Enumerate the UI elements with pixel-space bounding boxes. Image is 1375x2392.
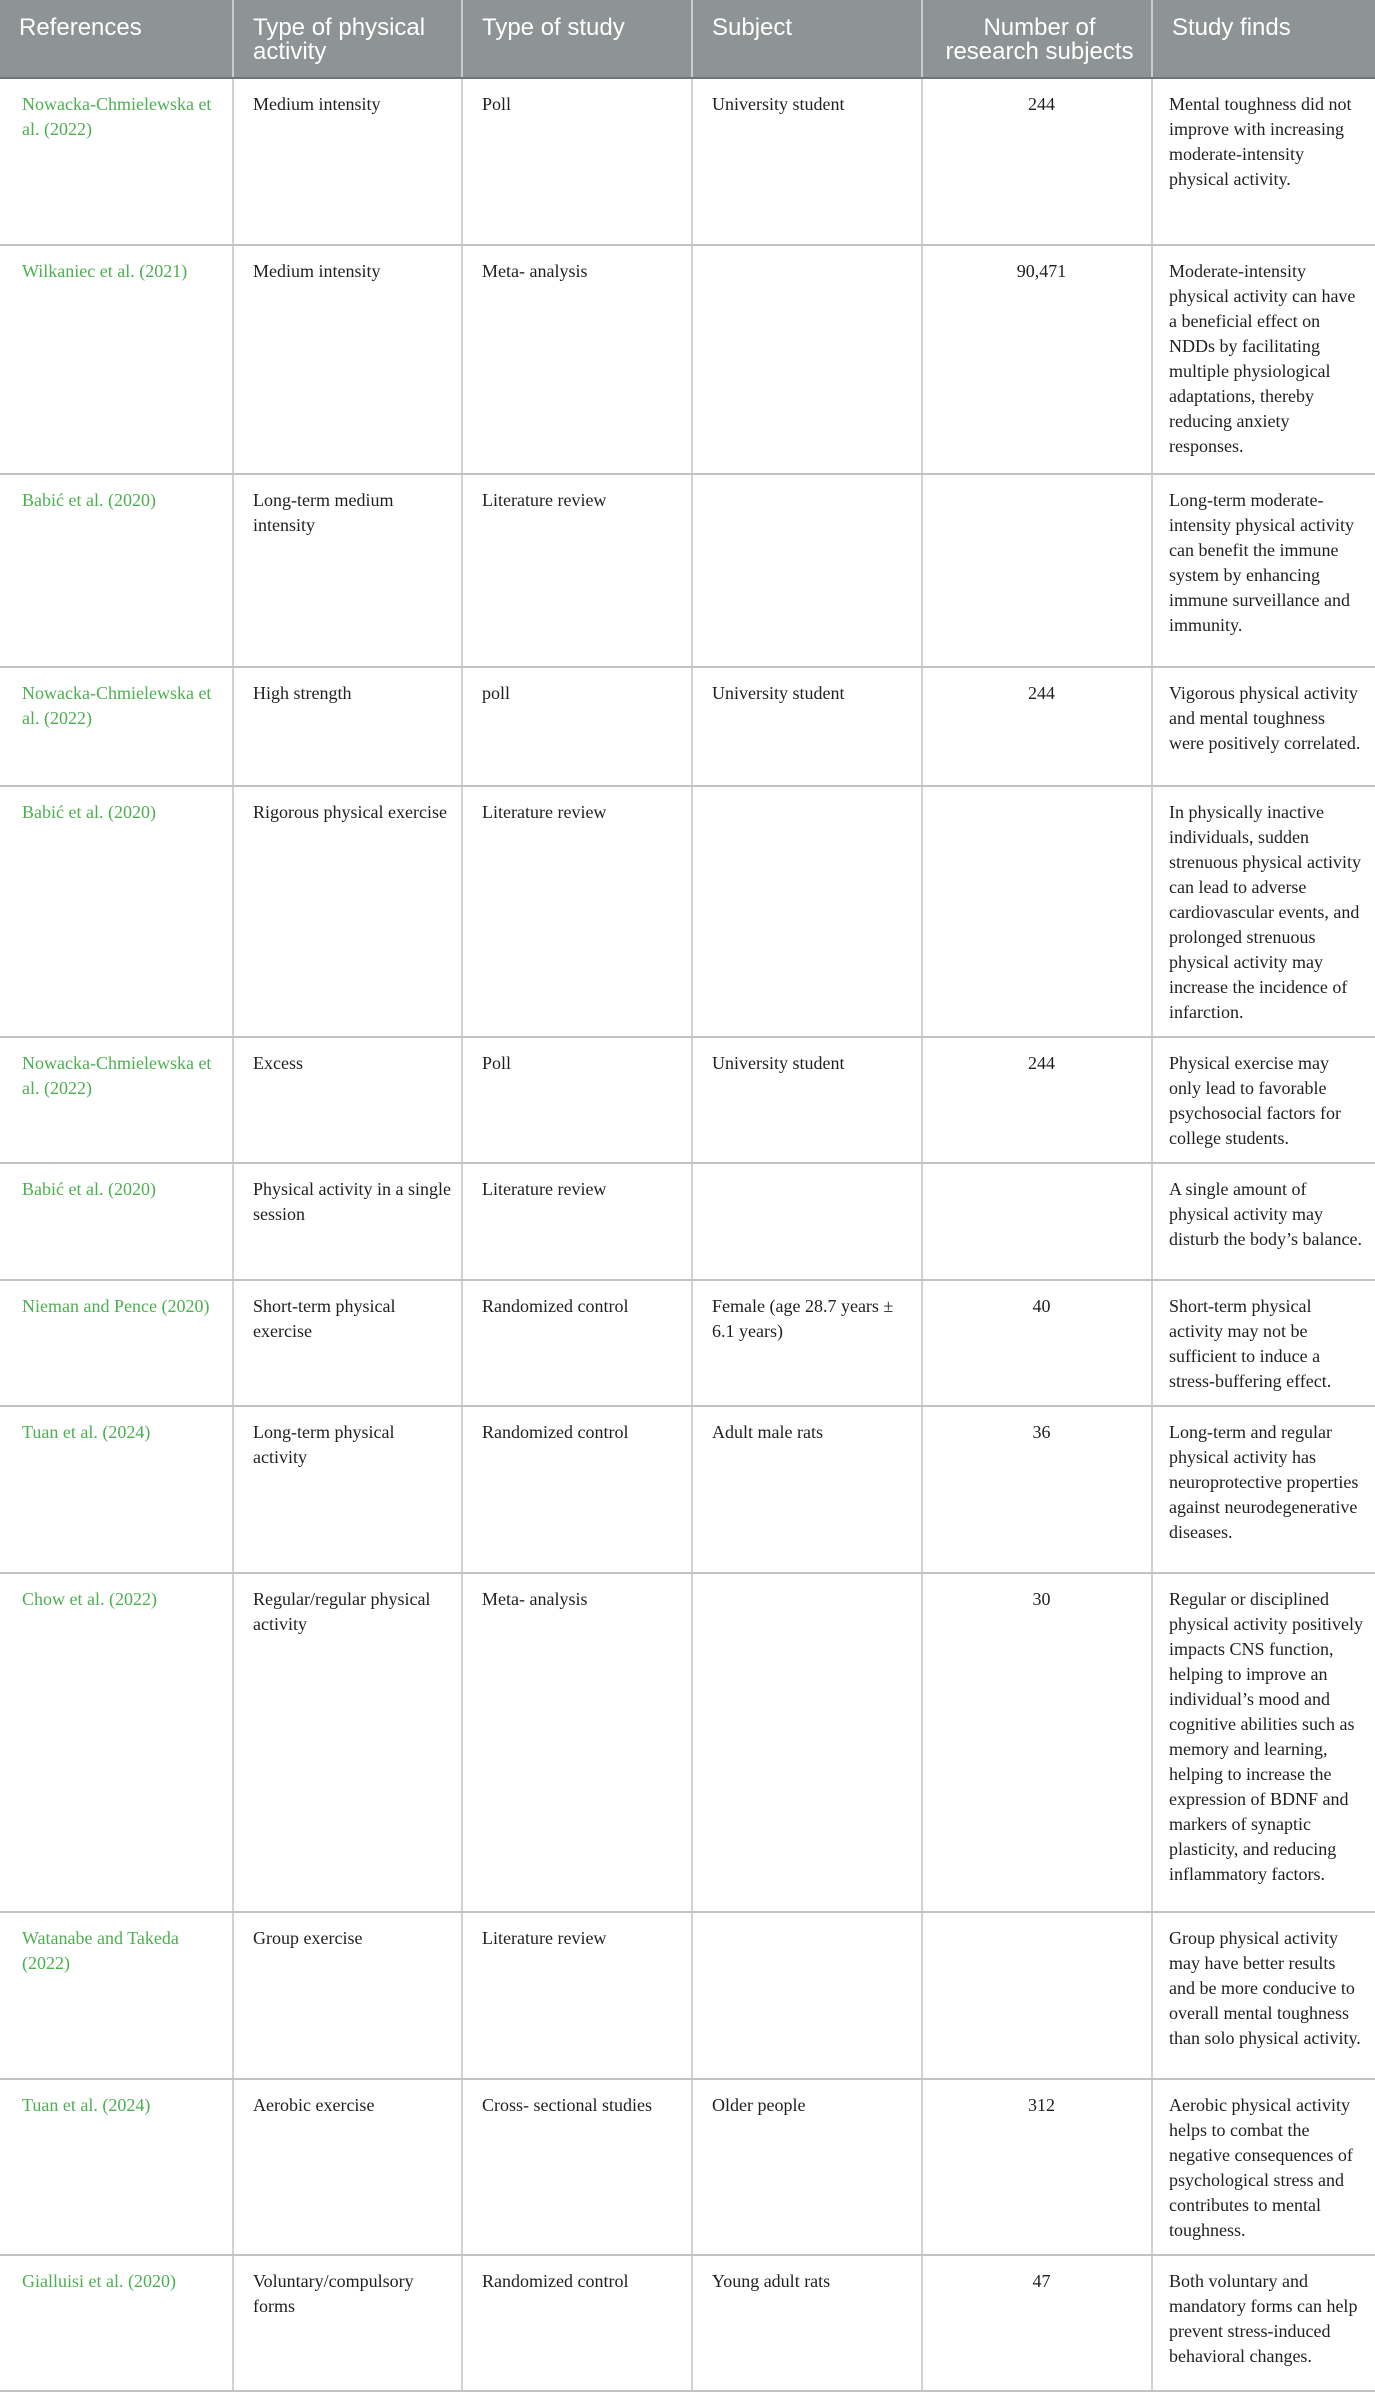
activity-type-cell: Regular/regular physical activity [233, 1573, 462, 1912]
finding-cell: Long-term and regular physical activity has neuroprotective properties against neurodegenerative diseases. [1152, 1406, 1375, 1573]
reference-link[interactable]: Chow et al. (2022) [0, 1573, 233, 1912]
reference-link[interactable]: Watanabe and Takeda (2022) [0, 1912, 233, 2079]
subject-cell: University student [692, 667, 922, 786]
table-row [0, 1406, 1375, 1573]
activity-type-cell: Short-term physical exercise [233, 1280, 462, 1406]
finding-cell: Regular or disciplined physical activity positively impacts CNS function, helping to improve an individual’s mood and cognitive abilities such as memory and learning, helping to increase the expression of BDNF and markers of synaptic plasticity, and reducing inflammatory factors. [1152, 1573, 1375, 1912]
study-type-cell: Literature review [462, 474, 692, 667]
header-subject: Subject [692, 0, 922, 78]
activity-type-cell: Physical activity in a single session [233, 1163, 462, 1280]
subject-cell [692, 786, 922, 1037]
finding-cell: In physically inactive individuals, sudden strenuous physical activity can lead to adverse cardiovascular events, and prolonged strenuous physical activity may increase the incidence of infarction. [1152, 786, 1375, 1037]
activity-type-cell: Aerobic exercise [233, 2079, 462, 2255]
reference-link[interactable]: Nowacka-Chmielewska et al. (2022) [0, 667, 233, 786]
subject-count-cell [922, 1912, 1152, 2079]
study-type-cell: Meta- analysis [462, 1573, 692, 1912]
activity-type-cell: Group exercise [233, 1912, 462, 2079]
study-type-cell: Poll [462, 78, 692, 245]
finding-cell: Physical exercise may only lead to favorable psychosocial factors for college students. [1152, 1037, 1375, 1163]
finding-cell: Short-term physical activity may not be sufficient to induce a stress-buffering effect. [1152, 1280, 1375, 1406]
subject-count-cell [922, 786, 1152, 1037]
subject-cell [692, 1163, 922, 1280]
subject-cell: Older people [692, 2079, 922, 2255]
subject-count-cell [922, 474, 1152, 667]
subject-cell: Female (age 28.7 years ± 6.1 years) [692, 1280, 922, 1406]
header-activity-type: Type of physical activity [233, 0, 462, 78]
subject-cell: University student [692, 78, 922, 245]
study-type-cell: poll [462, 667, 692, 786]
study-type-cell: Randomized control [462, 2255, 692, 2391]
subject-count-cell: 244 [922, 78, 1152, 245]
reference-link[interactable]: Nowacka-Chmielewska et al. (2022) [0, 1037, 233, 1163]
table-row [0, 667, 1375, 786]
header-study-type: Type of study [462, 0, 692, 78]
finding-cell: Moderate-intensity physical activity can have a beneficial effect on NDDs by facilitating multiple physiological adaptations, thereby reducing anxiety responses. [1152, 245, 1375, 474]
activity-type-cell: Voluntary/compulsory forms [233, 2255, 462, 2391]
subject-count-cell [922, 1163, 1152, 1280]
table-row [0, 2255, 1375, 2391]
finding-cell: Mental toughness did not improve with increasing moderate-intensity physical activity. [1152, 78, 1375, 245]
table-row [0, 1280, 1375, 1406]
table-row [0, 245, 1375, 474]
table-row [0, 1037, 1375, 1163]
study-type-cell: Cross- sectional studies [462, 2079, 692, 2255]
reference-link[interactable]: Tuan et al. (2024) [0, 2079, 233, 2255]
table-row [0, 474, 1375, 667]
table-row [0, 78, 1375, 245]
subject-count-cell: 40 [922, 1280, 1152, 1406]
activity-type-cell: Excess [233, 1037, 462, 1163]
header-subject-count: Number of research subjects [922, 0, 1152, 78]
reference-link[interactable]: Nowacka-Chmielewska et al. (2022) [0, 78, 233, 245]
table-row [0, 2079, 1375, 2255]
subject-cell: Young adult rats [692, 2255, 922, 2391]
finding-cell: Group physical activity may have better results and be more conducive to overall mental toughness than solo physical activity. [1152, 1912, 1375, 2079]
study-type-cell: Literature review [462, 1163, 692, 1280]
header-references: References [0, 0, 233, 78]
activity-type-cell: Medium intensity [233, 78, 462, 245]
subject-cell [692, 1912, 922, 2079]
table-row [0, 786, 1375, 1037]
subject-cell [692, 474, 922, 667]
subject-count-cell: 244 [922, 1037, 1152, 1163]
activity-type-cell: High strength [233, 667, 462, 786]
study-type-cell: Literature review [462, 786, 692, 1037]
study-type-cell: Meta- analysis [462, 245, 692, 474]
reference-link[interactable]: Gialluisi et al. (2020) [0, 2255, 233, 2391]
activity-type-cell: Long-term physical activity [233, 1406, 462, 1573]
header-findings: Study finds [1152, 0, 1375, 78]
activity-type-cell: Long-term medium intensity [233, 474, 462, 667]
subject-cell: University student [692, 1037, 922, 1163]
reference-link[interactable]: Tuan et al. (2024) [0, 1406, 233, 1573]
reference-link[interactable]: Nieman and Pence (2020) [0, 1280, 233, 1406]
reference-link[interactable]: Wilkaniec et al. (2021) [0, 245, 233, 474]
reference-link[interactable]: Babić et al. (2020) [0, 474, 233, 667]
activity-type-cell: Rigorous physical exercise [233, 786, 462, 1037]
study-type-cell: Literature review [462, 1912, 692, 2079]
table-row [0, 1912, 1375, 2079]
study-type-cell: Poll [462, 1037, 692, 1163]
subject-count-cell: 90,471 [922, 245, 1152, 474]
subject-count-cell: 312 [922, 2079, 1152, 2255]
table-row [0, 1573, 1375, 1912]
subject-count-cell: 36 [922, 1406, 1152, 1573]
subject-count-cell: 47 [922, 2255, 1152, 2391]
reference-link[interactable]: Babić et al. (2020) [0, 1163, 233, 1280]
subject-count-cell: 30 [922, 1573, 1152, 1912]
finding-cell: Both voluntary and mandatory forms can help prevent stress-induced behavioral changes. [1152, 2255, 1375, 2391]
study-type-cell: Randomized control [462, 1280, 692, 1406]
activity-type-cell: Medium intensity [233, 245, 462, 474]
finding-cell: Aerobic physical activity helps to combat the negative consequences of psychological stress and contributes to mental toughness. [1152, 2079, 1375, 2255]
finding-cell: Vigorous physical activity and mental toughness were positively correlated. [1152, 667, 1375, 786]
subject-count-cell: 244 [922, 667, 1152, 786]
table-row [0, 1163, 1375, 1280]
subject-cell: Adult male rats [692, 1406, 922, 1573]
finding-cell: A single amount of physical activity may disturb the body’s balance. [1152, 1163, 1375, 1280]
study-type-cell: Randomized control [462, 1406, 692, 1573]
header-row [0, 0, 1375, 78]
subject-cell [692, 245, 922, 474]
subject-cell [692, 1573, 922, 1912]
reference-link[interactable]: Babić et al. (2020) [0, 786, 233, 1037]
finding-cell: Long-term moderate-intensity physical activity can benefit the immune system by enhancing immune surveillance and immunity. [1152, 474, 1375, 667]
